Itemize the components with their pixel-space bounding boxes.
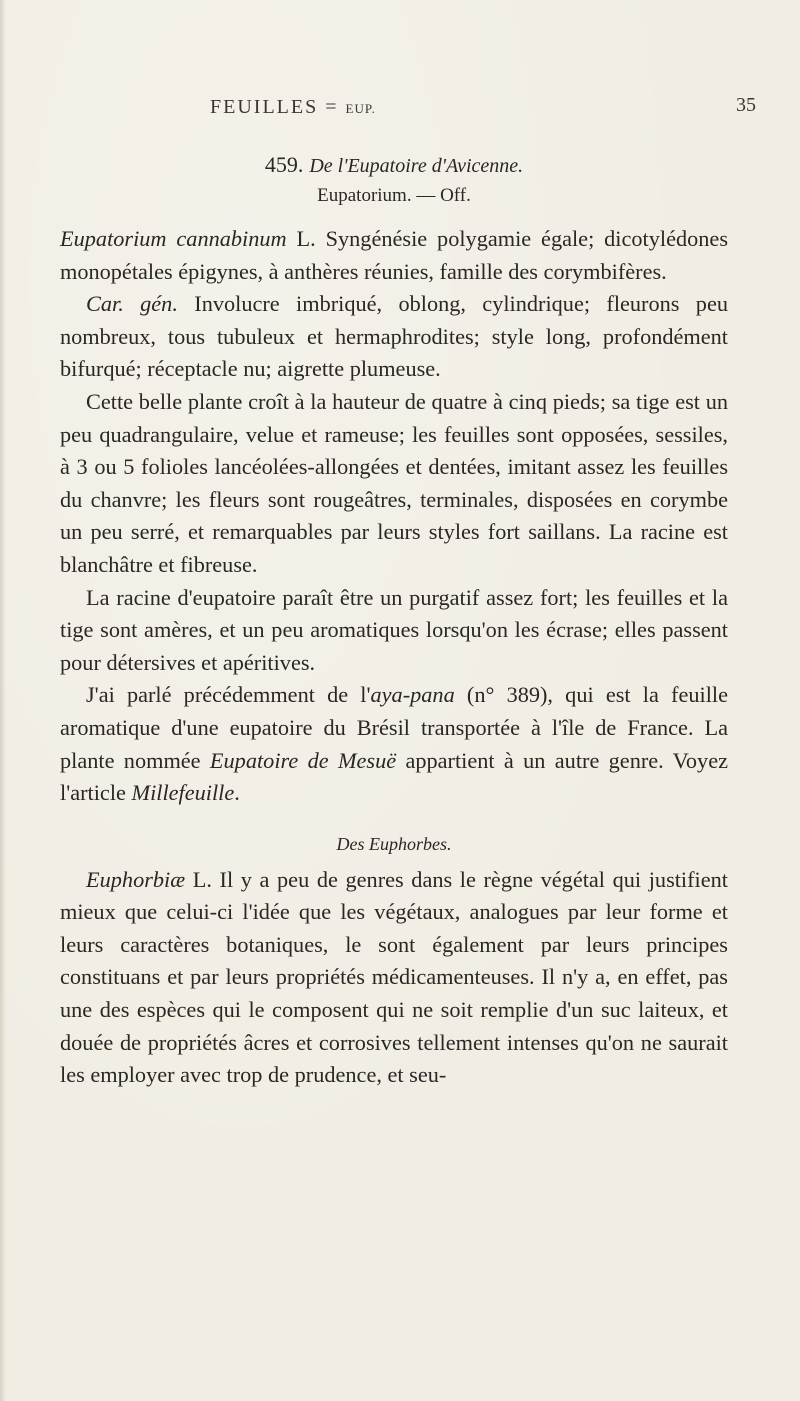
- page-gutter-shadow: [0, 0, 6, 1401]
- running-head-sign: =: [325, 96, 339, 118]
- paragraph-text: .: [234, 780, 240, 806]
- running-head: [210, 96, 376, 119]
- paragraph-description: Cette belle plante croît à la hauteur de quatre à cinq pieds; sa tige est un peu quadrangulaire, velue et rameuse; les feuilles sont opposées, sessiles, à 3 ou 5 folioles lancéolées-allongées et dentées, imitant assez les feuilles du chanvre; les fleurs sont rougeâtres, terminales, disposées en corymbe un peu serré, et remarquables par leurs styles fort saillans. La racine est blanchâtre et fibreuse.: [60, 388, 728, 577]
- entry-heading: De l'Eupatoire d'Avicenne.: [309, 155, 524, 177]
- paragraph-label: Car. gén.: [86, 291, 178, 317]
- reference-aya-pana: aya-pana: [370, 682, 455, 708]
- paragraph-classification: [60, 223, 728, 288]
- page-number: 35: [736, 94, 756, 116]
- entry-title: [60, 150, 728, 181]
- paragraph-text: J'ai parlé précédemment de l': [86, 682, 371, 708]
- paragraph-text: appartient à un autre genre. Voyez l'article: [60, 747, 728, 806]
- paragraph-text: L. Syngénésie polygamie égale; dicotylédones monopétales épigynes, à anthères réunies, famille des corymbifères.: [60, 226, 729, 284]
- main-text: [60, 150, 728, 1092]
- paragraph-characters: [60, 288, 728, 386]
- paragraph-text: L. Il y a peu de genres dans le règne végétal qui justifient mieux que celui-ci l'idée que les végétaux, analogues par leur forme et leurs caractères botaniques, le sont également par leurs principes constituans et par leurs propriétés médicamenteuses. Il n'y a, en effet, pas une des espèces qui le composent qui ne soit remplie d'un suc laiteux, et douée de propriétés âcres et corrosives tellement intenses qu'on ne saurait les employer avec trop de prudence, et seu-: [60, 866, 728, 1088]
- reference-mesue: Eupatoire de Mesuë: [209, 747, 397, 773]
- species-name: Euphorbiæ: [86, 866, 186, 892]
- running-head-abbr: EUP.: [345, 101, 376, 116]
- paragraph-references: [60, 679, 728, 809]
- entry-number: 459.: [264, 152, 304, 177]
- spacer: [60, 810, 728, 822]
- running-head-title: FEUILLES: [210, 96, 319, 118]
- paragraph-text: (n° 389), qui est la feuille aromatique d'une eupatoire du Brésil transportée à l'île de France. La plante nommée: [60, 682, 728, 773]
- reference-article: Millefeuille: [131, 780, 235, 806]
- paragraph-euphorbes: [60, 864, 728, 1092]
- entry-subtitle: Eupatorium. — Off.: [317, 185, 471, 206]
- section-title: Des Euphorbes.: [336, 833, 452, 854]
- paragraph-properties: La racine d'eupatoire paraît être un purgatif assez fort; les feuilles et la tige sont amères, et un peu aromatiques lorsqu'on les écrase; elles passent pour détersives et apéritives.: [60, 584, 728, 675]
- paragraph-text: Involucre imbriqué, oblong, cylindrique; fleurons peu nombreux, tous tubuleux et hermaphrodites; style long, profondément bifurqué; réceptacle nu; aigrette plumeuse.: [60, 291, 728, 382]
- species-name: Eupatorium cannabinum: [60, 226, 287, 251]
